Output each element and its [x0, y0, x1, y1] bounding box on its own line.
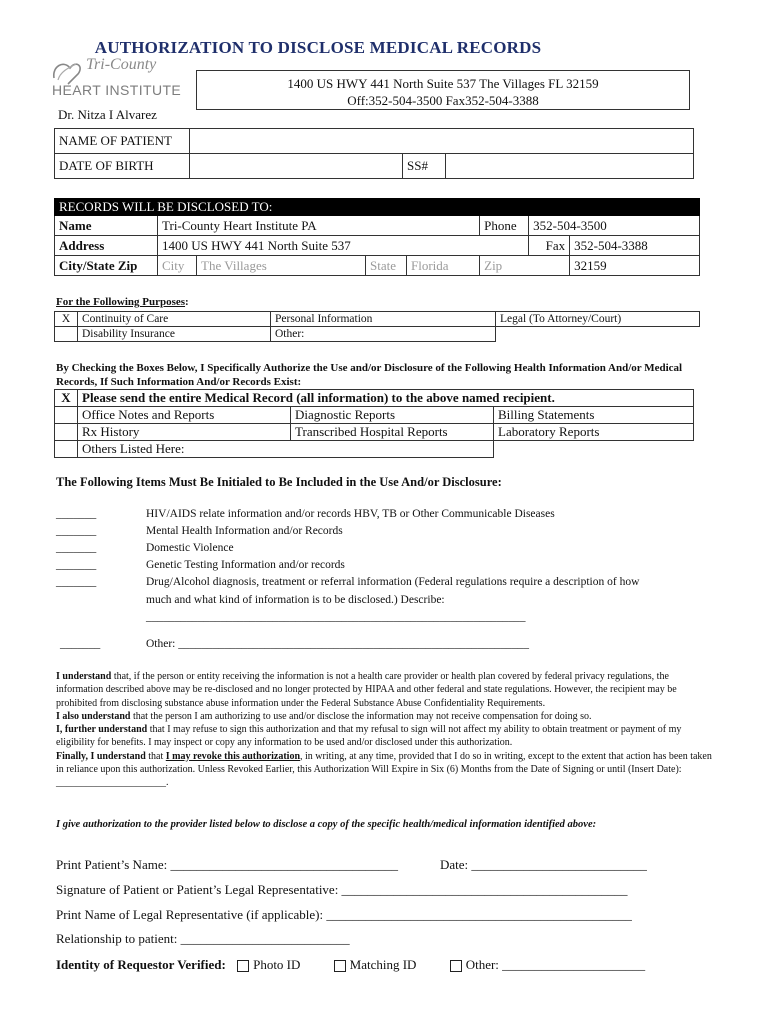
- rx-label[interactable]: Rx History: [78, 424, 291, 441]
- p4-underline: I may revoke this authorization: [165, 750, 301, 762]
- other-id-label[interactable]: Other: ______________________: [465, 957, 646, 972]
- print-name-line[interactable]: Print Patient’s Name: ___________________________________: [56, 857, 398, 872]
- paragraph-2: [56, 710, 718, 723]
- recipient-name-value[interactable]: Tri-County Heart Institute PA: [158, 216, 480, 236]
- initial-item-2: Mental Health Information and/or Records: [146, 525, 343, 537]
- initial-item-1: HIV/AIDS relate information and/or records HBV, TB or Other Communicable Diseases: [146, 508, 555, 520]
- logo: [48, 56, 193, 106]
- logo-text-heart-institute: HEART INSTITUTE: [52, 82, 182, 98]
- personal-info-label[interactable]: Personal Information: [271, 312, 496, 327]
- give-authorization-text: I give authorization to the provider listed below to disclose a copy of the specific health/medical information identified above:: [56, 819, 597, 830]
- date-line[interactable]: Date: ___________________________: [440, 857, 647, 872]
- doctor-name: Dr. Nitza I Alvarez: [58, 107, 157, 122]
- initial-item-5: Drug/Alcohol diagnosis, treatment or referral information (Federal regulations require a description of how: [146, 576, 640, 588]
- p3-text: that I may refuse to sign this authorization and that my refusal to sign will not affect my ability to obtain treatment or payment of my eligibility for benefits. I may inspect or copy any information to be used and/or disclosed under this authorization.: [56, 724, 682, 749]
- empty-cell: [496, 327, 700, 342]
- p1-bold: I understand: [56, 671, 112, 682]
- continuity-checkbox[interactable]: X: [55, 312, 78, 327]
- initial-blank-4[interactable]: _______: [56, 559, 97, 571]
- describe-line[interactable]: __________________________________________________________________: [146, 611, 526, 623]
- matching-id-label: Matching ID: [349, 957, 417, 972]
- rx-checkbox[interactable]: [55, 424, 78, 441]
- initial-blank-5[interactable]: _______: [56, 576, 97, 588]
- practice-address-box: [196, 70, 690, 110]
- patient-name-label: NAME OF PATIENT: [55, 129, 190, 154]
- photo-id-label: Photo ID: [253, 957, 301, 972]
- p4-text: , in writing, at any time, provided that I do so in writing, except to the extent that action has been taken in reliance upon this authorization. Unless Revoked Earlier, this Authorization Will Expire in Six (6) Months from the Date of Signing or until (Insert Date): ______________________.: [56, 750, 712, 789]
- other-id-checkbox[interactable]: [450, 960, 462, 972]
- fax-label: Fax: [529, 236, 570, 256]
- recipient-address-label: Address: [55, 236, 158, 256]
- ss-label: SS#: [403, 154, 446, 179]
- legal-rep-line[interactable]: Print Name of Legal Representative (if applicable): _______________________________________________: [56, 907, 632, 922]
- initial-blank-1[interactable]: _______: [56, 508, 97, 520]
- p3-bold: I, further understand: [56, 724, 148, 736]
- p4-mid: that: [145, 750, 166, 762]
- initial-blank-6[interactable]: _______: [60, 638, 101, 650]
- phone-label: Phone: [480, 216, 529, 236]
- signature-line[interactable]: Signature of Patient or Patient’s Legal Representative: ____________________________________________: [56, 882, 628, 897]
- phone-value[interactable]: 352-504-3500: [529, 216, 700, 236]
- citystate-label: City/State Zip: [55, 256, 158, 276]
- authorize-statement: By Checking the Boxes Below, I Specifically Authorize the Use and/or Disclosure of the Following Health Information And/or Medical Records, If Such Information And/or Records Exist:: [56, 362, 683, 388]
- zip-value[interactable]: 32159: [570, 256, 700, 276]
- p1-text: that, if the person or entity receiving the information is not a health care provider or health plan covered by federal privacy regulations, the information described above may be re-disclosed and no longer protected by HIPAA and other federal and state regulations. However, the recipient may be prohibited from disclosing substance abuse information under the Federal Substance Abuse Confidentiality Requirements.: [56, 671, 677, 709]
- paragraph-1: [56, 670, 718, 710]
- patient-name-field[interactable]: [190, 129, 694, 154]
- legal-label[interactable]: Legal (To Attorney/Court): [496, 312, 700, 327]
- p2-text: that the person I am authorizing to use and/or disclose the information may not receive compensation for doing so.: [130, 710, 592, 722]
- initial-item-3: Domestic Violence: [146, 542, 234, 554]
- recipient-table: [54, 198, 700, 276]
- patient-info-table: [54, 128, 694, 179]
- diagnostic-label[interactable]: Diagnostic Reports: [291, 407, 494, 424]
- dob-label: DATE OF BIRTH: [55, 154, 190, 179]
- address-line-2: Off:352-504-3500 Fax352-504-3388: [347, 93, 539, 108]
- other-line[interactable]: Other: _____________________________________________________________: [146, 638, 530, 650]
- identity-verified-row: [56, 957, 645, 973]
- p4-bold: Finally, I understand: [56, 750, 146, 762]
- disability-checkbox[interactable]: [55, 327, 78, 342]
- initial-blank-2[interactable]: _______: [56, 525, 97, 537]
- legal-paragraphs: [56, 670, 718, 790]
- ss-field[interactable]: [446, 154, 694, 179]
- purpose-other-label[interactable]: Other:: [271, 327, 496, 342]
- purposes-label-colon: :: [185, 296, 189, 308]
- recipient-address-value[interactable]: 1400 US HWY 441 North Suite 537: [158, 236, 529, 256]
- state-label: State: [366, 256, 407, 276]
- paragraph-3: [56, 723, 718, 750]
- initial-blank-3[interactable]: _______: [56, 542, 97, 554]
- p2-bold: I also understand: [56, 710, 131, 722]
- others-label[interactable]: Others Listed Here:: [78, 441, 494, 458]
- zip-label: Zip: [480, 256, 570, 276]
- paragraph-4: [56, 750, 718, 790]
- continuity-label: Continuity of Care: [78, 312, 271, 327]
- dob-field[interactable]: [190, 154, 403, 179]
- matching-id-checkbox[interactable]: [334, 960, 346, 972]
- others-checkbox[interactable]: [55, 441, 78, 458]
- address-line-1: 1400 US HWY 441 North Suite 537 The Villages FL 32159: [287, 76, 599, 91]
- laboratory-label[interactable]: Laboratory Reports: [494, 424, 694, 441]
- logo-text-tricounty: Tri-County: [86, 56, 157, 73]
- city-value[interactable]: The Villages: [197, 256, 366, 276]
- city-label: City: [158, 256, 197, 276]
- purposes-table: [54, 311, 700, 342]
- initial-item-4: Genetic Testing Information and/or records: [146, 559, 345, 571]
- photo-id-checkbox[interactable]: [237, 960, 249, 972]
- purposes-label-text: For the Following Purposes: [56, 296, 186, 308]
- identity-verified-label: Identity of Requestor Verified:: [56, 957, 226, 972]
- disability-label: Disability Insurance: [78, 327, 271, 342]
- transcribed-label[interactable]: Transcribed Hospital Reports: [291, 424, 494, 441]
- fax-value[interactable]: 352-504-3388: [570, 236, 700, 256]
- purposes-label: [56, 296, 189, 308]
- entire-record-label: Please send the entire Medical Record (all information) to the above named recipient.: [78, 390, 694, 407]
- empty-cell: [494, 441, 694, 458]
- state-value[interactable]: Florida: [407, 256, 480, 276]
- initial-item-5-cont: much and what kind of information is to be disclosed.) Describe:: [146, 594, 445, 606]
- entire-record-checkbox[interactable]: X: [55, 390, 78, 407]
- office-notes-checkbox[interactable]: [55, 407, 78, 424]
- info-table: [54, 389, 694, 458]
- form-title: AUTHORIZATION TO DISCLOSE MEDICAL RECORDS: [94, 38, 542, 57]
- initials-heading: The Following Items Must Be Initialed to Be Included in the Use And/or Disclosure:: [56, 475, 502, 489]
- billing-label[interactable]: Billing Statements: [494, 407, 694, 424]
- recipient-name-label: Name: [55, 216, 158, 236]
- office-notes-label[interactable]: Office Notes and Reports: [78, 407, 291, 424]
- relationship-line[interactable]: Relationship to patient: __________________________: [56, 931, 350, 946]
- recipient-header: RECORDS WILL BE DISCLOSED TO:: [55, 199, 700, 216]
